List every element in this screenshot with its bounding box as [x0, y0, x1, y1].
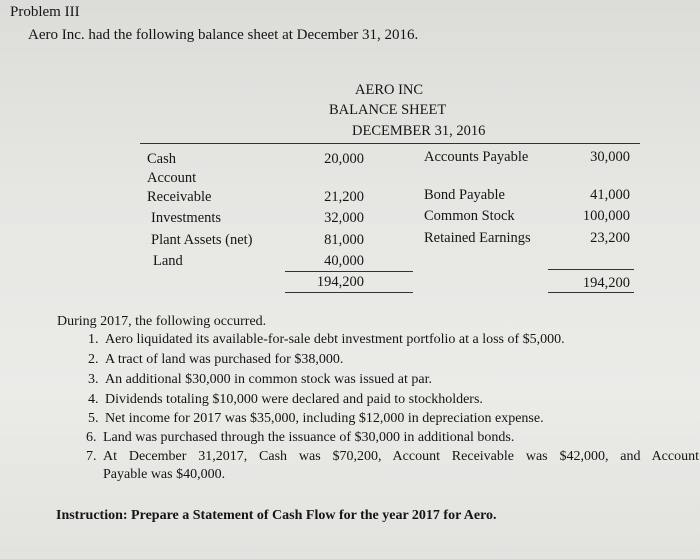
event-text: Land was purchased through the issuance of $30,000 in additional bonds.	[103, 430, 515, 445]
event-text: An additional $30,000 in common stock was issued at par.	[105, 372, 433, 387]
asset-label-investments: Investments	[151, 210, 222, 226]
liab-value-common: 100,000	[582, 208, 630, 224]
event-num: 2.	[88, 352, 99, 367]
event-text: A tract of land was purchased for $38,000.	[105, 352, 344, 367]
liab-label-ap: Accounts Payable	[424, 149, 529, 165]
liab-label-common: Common Stock	[424, 208, 515, 224]
asset-value-land: 40,000	[324, 253, 364, 269]
liab-subtotal-rule	[548, 269, 634, 270]
assets-subtotal-rule	[285, 271, 413, 272]
assets-total: 194,200	[316, 274, 364, 290]
event-num: 7.	[86, 449, 97, 464]
event-text: Aero liquidated its available-for-sale debt investment portfolio at a loss of $5,000.	[105, 332, 565, 347]
event-text: Net income for 2017 was $35,000, including $12,000 in depreciation expense.	[105, 411, 544, 426]
asset-value-ar: 21,200	[324, 189, 364, 205]
asset-label-land: Land	[153, 253, 183, 269]
liabilities-total: 194,200	[582, 275, 630, 291]
event-text-continuation: Payable was $40,000.	[103, 467, 226, 482]
problem-title: Problem III	[10, 4, 80, 20]
statement-title: BALANCE SHEET	[329, 102, 447, 118]
liab-label-re: Retained Earnings	[424, 230, 531, 246]
statement-date: DECEMBER 31, 2016	[352, 123, 486, 139]
event-text: At December 31,2017, Cash was $70,200, Account Receivable was $42,000, and Account	[103, 449, 699, 464]
assets-total-rule	[285, 292, 413, 293]
event-num: 6.	[86, 430, 97, 445]
liab-value-re: 23,200	[590, 230, 630, 246]
liab-label-bonds: Bond Payable	[424, 187, 505, 203]
company-name: AERO INC	[355, 82, 424, 98]
intro-text: Aero Inc. had the following balance sheet at December 31, 2016.	[28, 27, 419, 43]
asset-value-cash: 20,000	[324, 151, 364, 167]
event-num: 4.	[88, 392, 99, 407]
liab-total-rule	[548, 292, 634, 293]
event-num: 5.	[88, 411, 99, 426]
asset-value-investments: 32,000	[324, 210, 364, 226]
instruction: Instruction: Prepare a Statement of Cash Flow for the year 2017 for Aero.	[56, 508, 497, 523]
asset-label-ar: Account Receivable	[147, 170, 212, 205]
event-num: 3.	[88, 372, 99, 387]
asset-value-plant: 81,000	[324, 232, 364, 248]
asset-label-plant: Plant Assets (net)	[151, 232, 253, 248]
event-num: 1.	[88, 332, 99, 347]
header-rule	[140, 143, 640, 144]
events-intro: During 2017, the following occurred.	[57, 314, 267, 329]
event-text: Dividends totaling $10,000 were declared and paid to stockholders.	[105, 392, 483, 407]
asset-label-cash: Cash	[147, 151, 176, 167]
liab-value-ap: 30,000	[590, 149, 630, 165]
liab-value-bonds: 41,000	[590, 187, 630, 203]
